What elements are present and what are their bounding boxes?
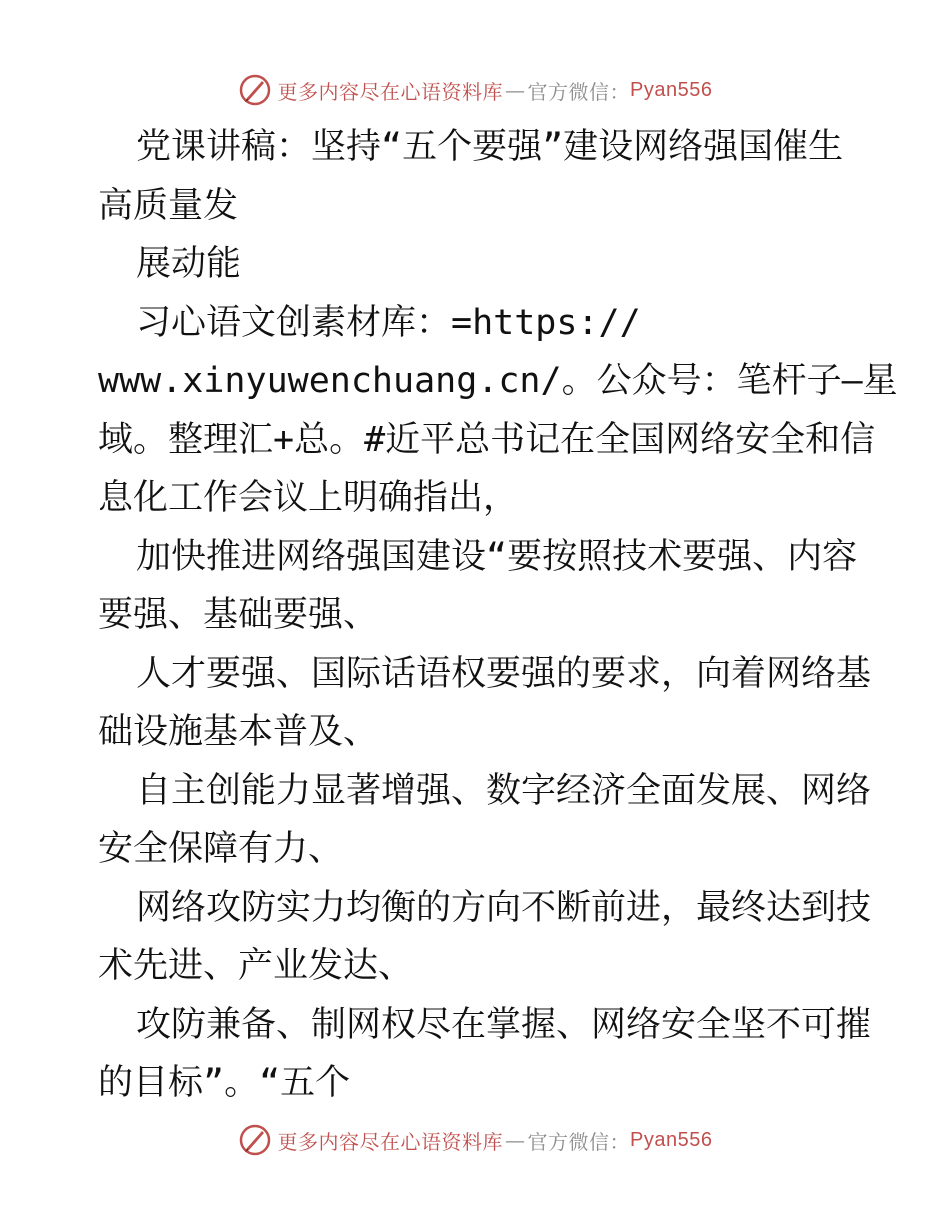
banner-tail-text: 官方微信：	[527, 79, 631, 104]
footer-banner	[0, 1120, 950, 1160]
text-line: 习心语文创素材库：=https://	[136, 302, 641, 343]
text-line: 安全保障有力、	[98, 829, 344, 869]
banner-handle: Pyan556	[630, 78, 713, 101]
text-line: 展动能	[136, 244, 242, 284]
banner-main-text: 更多内容尽在心语资料库	[277, 79, 504, 104]
text-line: 要强、基础要强、	[98, 595, 379, 635]
quill-pen-icon	[238, 73, 272, 107]
text-line: 党课讲稿：坚持“五个要强”建设网络强国催生	[136, 127, 844, 167]
text-line: 的目标”。“五个	[98, 1063, 351, 1103]
banner-dash: —	[505, 78, 526, 102]
banner-handle: Pyan556	[630, 1128, 713, 1151]
text-line: 息化工作会议上明确指出，	[98, 478, 519, 518]
banner-dash: —	[505, 1128, 526, 1152]
text-line: 域。整理汇+总。#近平总书记在全国网络安全和信	[98, 419, 876, 460]
banner-tail-text: 官方微信：	[527, 1129, 631, 1154]
text-line: 础设施基本普及、	[98, 712, 379, 752]
text-line: 自主创能力显著增强、数字经济全面发展、网络	[136, 770, 872, 811]
text-line: 网络攻防实力均衡的方向不断前进，最终达到技	[136, 887, 872, 928]
banner-main-text: 更多内容尽在心语资料库	[277, 1129, 504, 1154]
text-line: 高质量发	[98, 185, 239, 226]
text-line: 攻防兼备、制网权尽在掌握、网络安全坚不可摧	[136, 1004, 872, 1045]
text-line: 人才要强、国际话语权要强的要求，向着网络基	[136, 653, 872, 694]
quill-pen-icon	[238, 1123, 272, 1157]
text-line: 加快推进网络强国建设“要按照技术要强、内容	[136, 536, 858, 577]
header-banner	[0, 70, 950, 110]
text-line: 术先进、产业发达、	[98, 946, 414, 986]
text-line: www.xinyuwenchuang.cn/。公众号：笔杆子—星	[98, 361, 898, 401]
document-body	[98, 118, 898, 1113]
